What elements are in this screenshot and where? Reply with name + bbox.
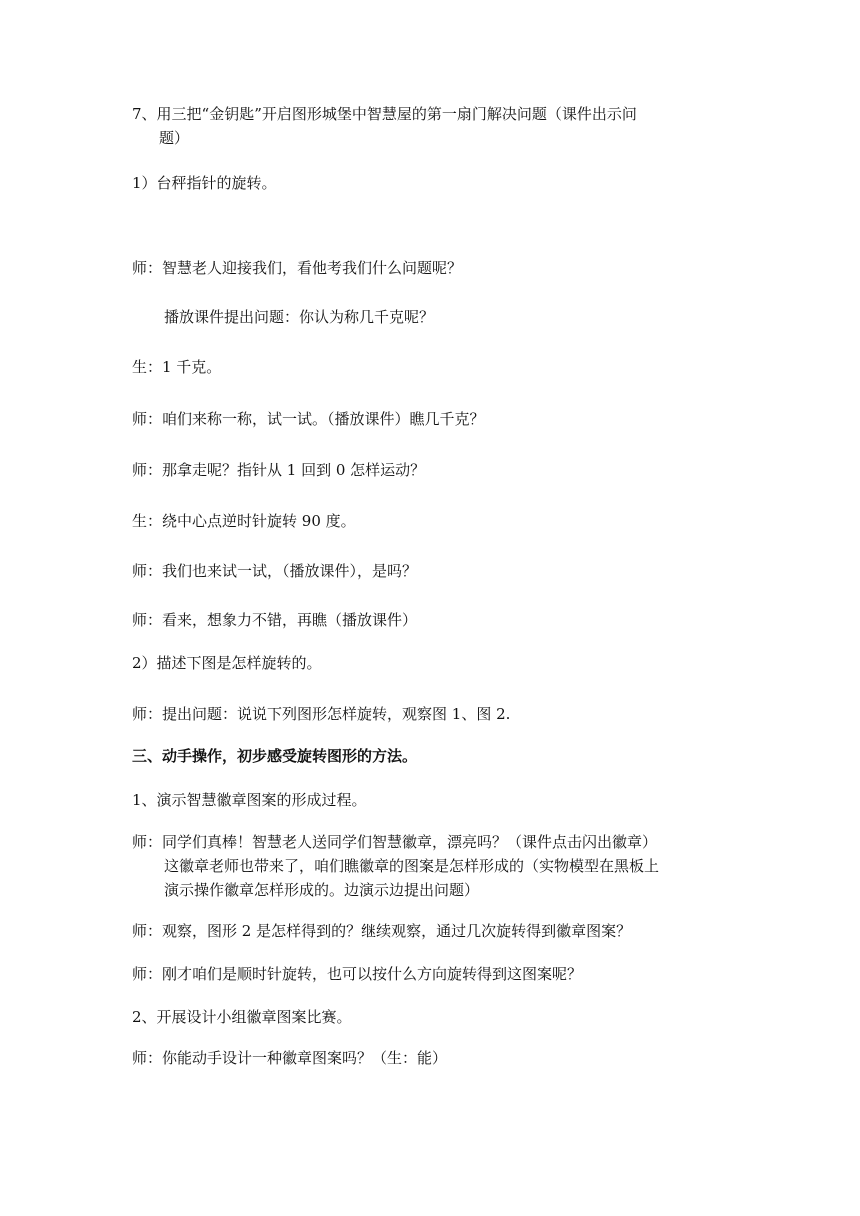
paragraph-line: 1、演示智慧徽章图案的形成过程。 [132, 791, 367, 809]
paragraph-line: 师：同学们真棒！智慧老人送同学们智慧徽章，漂亮吗？（课件点击闪出徽章） [132, 833, 658, 851]
paragraph-line: 师：提出问题：说说下列图形怎样旋转，观察图 1、图 2. [132, 705, 511, 723]
paragraph-line: 1）台秤指针的旋转。 [132, 174, 277, 192]
paragraph-line: 题） [159, 129, 190, 147]
paragraph-line: 师：观察，图形 2 是怎样得到的？继续观察，通过几次旋转得到徽章图案？ [132, 922, 632, 940]
paragraph-line: 生：1 千克。 [132, 358, 222, 376]
paragraph-line: 师：智慧老人迎接我们，看他考我们什么问题呢？ [132, 259, 463, 277]
paragraph-line: 演示操作徽章怎样形成的。边演示边提出问题） [164, 881, 480, 899]
paragraph-line: 生：绕中心点逆时针旋转 90 度。 [132, 512, 356, 530]
section-heading: 三、动手操作，初步感受旋转图形的方法。 [132, 747, 418, 765]
paragraph-line: 2）描述下图是怎样旋转的。 [132, 654, 322, 672]
paragraph-line: 师：咱们来称一称，试一试。（播放课件）瞧几千克？ [132, 410, 485, 428]
paragraph-line: 师：我们也来试一试，（播放课件），是吗？ [132, 562, 418, 580]
paragraph-line: 2、开展设计小组徽章图案比赛。 [132, 1008, 352, 1026]
paragraph-line: 师：刚才咱们是顺时针旋转，也可以按什么方向旋转得到这图案呢？ [132, 965, 583, 983]
paragraph-line: 7、用三把“金钥匙”开启图形城堡中智慧屋的第一扇门解决问题（课件出示问 [132, 105, 637, 123]
paragraph-line: 播放课件提出问题：你认为称几千克呢？ [164, 308, 435, 326]
paragraph-line: 师：那拿走呢？指针从 1 回到 0 怎样运动？ [132, 461, 426, 479]
paragraph-line: 师：看来，想象力不错，再瞧（播放课件） [132, 611, 418, 629]
paragraph-line: 师：你能动手设计一种徽章图案吗？（生：能） [132, 1049, 448, 1067]
paragraph-line: 这徽章老师也带来了，咱们瞧徽章的图案是怎样形成的（实物模型在黑板上 [164, 857, 660, 875]
